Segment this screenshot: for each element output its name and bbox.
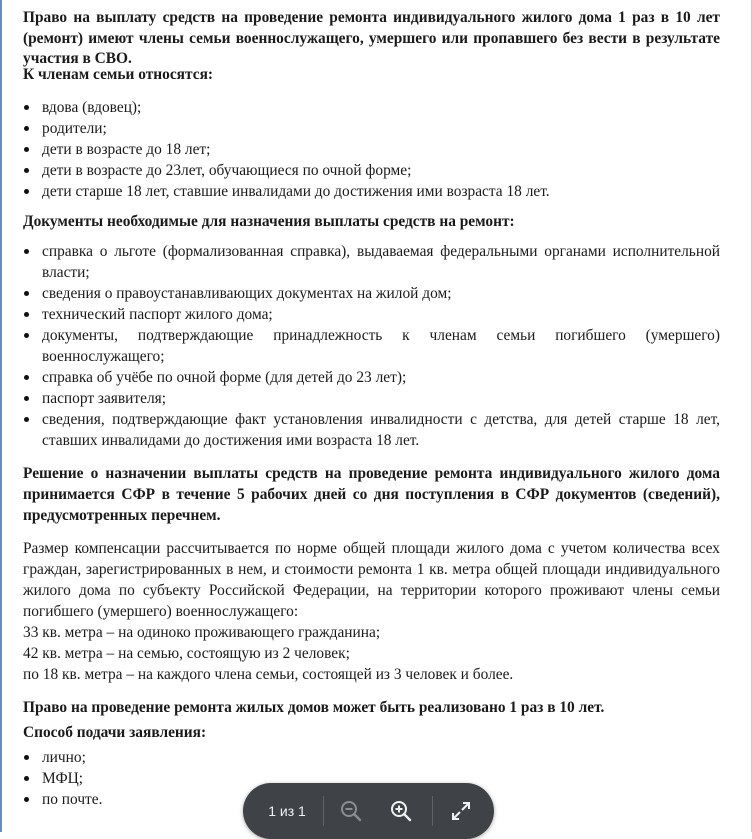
- list-item: по почте.: [23, 789, 720, 810]
- list-item: паспорт заявителя;: [23, 388, 720, 409]
- application-heading: Способ подачи заявления:: [23, 723, 207, 741]
- list-item: лично;: [23, 747, 720, 768]
- decision-paragraph: Решение о назначении выплаты средств на проведение ремонта индивидуального жилого дома принимается СФР в течение 5 рабочих дней со дня поступления в СФР документов (сведений), предусмотренных перечнем.: [23, 464, 720, 524]
- list-item: МФЦ;: [23, 768, 720, 789]
- list-item: справка об учёбе по очной форме (для детей до 23 лет);: [23, 367, 720, 388]
- list-item: справка о льготе (формализованная справка), выдаваемая федеральными органами исполнительной власти;: [23, 241, 720, 283]
- compensation-paragraph: Размер компенсации рассчитывается по норме общей площади жилого дома с учетом количества всех граждан, зарегистрированных в нем, и стоимости ремонта 1 кв. метра общей площади индивидуального жилого дома по субъекту Российской Федерации, на территории которого проживают члены семьи погибшего (умершего) военнослужащего:: [23, 539, 720, 620]
- documents-list: [23, 241, 720, 451]
- page-indicator[interactable]: 1 из 1: [268, 803, 306, 819]
- fullscreen-button[interactable]: [446, 796, 476, 826]
- family-members-list: [23, 97, 720, 202]
- list-item: документы, подтверждающие принадлежность к членам семьи погибшего (умершего) военнослужащего;: [23, 325, 720, 367]
- list-item: сведения о правоустанавливающих документах на жилой дом;: [23, 283, 720, 304]
- zoom-out-icon: [340, 800, 362, 822]
- repair-right-statement: Право на проведение ремонта жилых домов может быть реализовано 1 раз в 10 лет.: [23, 698, 605, 716]
- list-item: родители;: [23, 118, 720, 139]
- intro-paragraph: Право на выплату средств на проведение ремонта индивидуального жилого дома 1 раз в 10 лет (ремонт) имеют члены семьи военнослужащего, умершего или пропавшего без вести в результате участия в СВО.: [23, 9, 720, 67]
- norm-line: 42 кв. метра – на семью, состоящую из 2 человек;: [23, 644, 350, 662]
- family-heading: К членам семьи относятся:: [23, 65, 214, 83]
- toolbar-divider: [323, 796, 324, 826]
- list-item: дети в возрасте до 18 лет;: [23, 139, 720, 160]
- fullscreen-icon: [450, 800, 472, 822]
- zoom-in-button[interactable]: [386, 796, 416, 826]
- document-body: [23, 8, 720, 810]
- list-item: дети старше 18 лет, ставшие инвалидами до достижения ими возраста 18 лет.: [23, 181, 720, 202]
- list-item: технический паспорт жилого дома;: [23, 304, 720, 325]
- norm-line: 33 кв. метра – на одиноко проживающего гражданина;: [23, 623, 381, 641]
- toolbar-divider: [432, 796, 433, 826]
- zoom-in-icon: [390, 800, 412, 822]
- documents-heading: Документы необходимые для назначения выплаты средств на ремонт:: [23, 212, 515, 230]
- list-item: вдова (вдовец);: [23, 97, 720, 118]
- norm-line: по 18 кв. метра – на каждого члена семьи, состоящей из 3 человек и более.: [23, 665, 514, 683]
- list-item: сведения, подтверждающие факт установления инвалидности с детства, для детей старше 18 лет, ставших инвалидами до достижения ими возраста 18 лет.: [23, 409, 720, 451]
- zoom-out-button[interactable]: [336, 796, 366, 826]
- viewer-toolbar: [243, 783, 494, 839]
- list-item: дети в возрасте до 23лет, обучающиеся по очной форме;: [23, 160, 720, 181]
